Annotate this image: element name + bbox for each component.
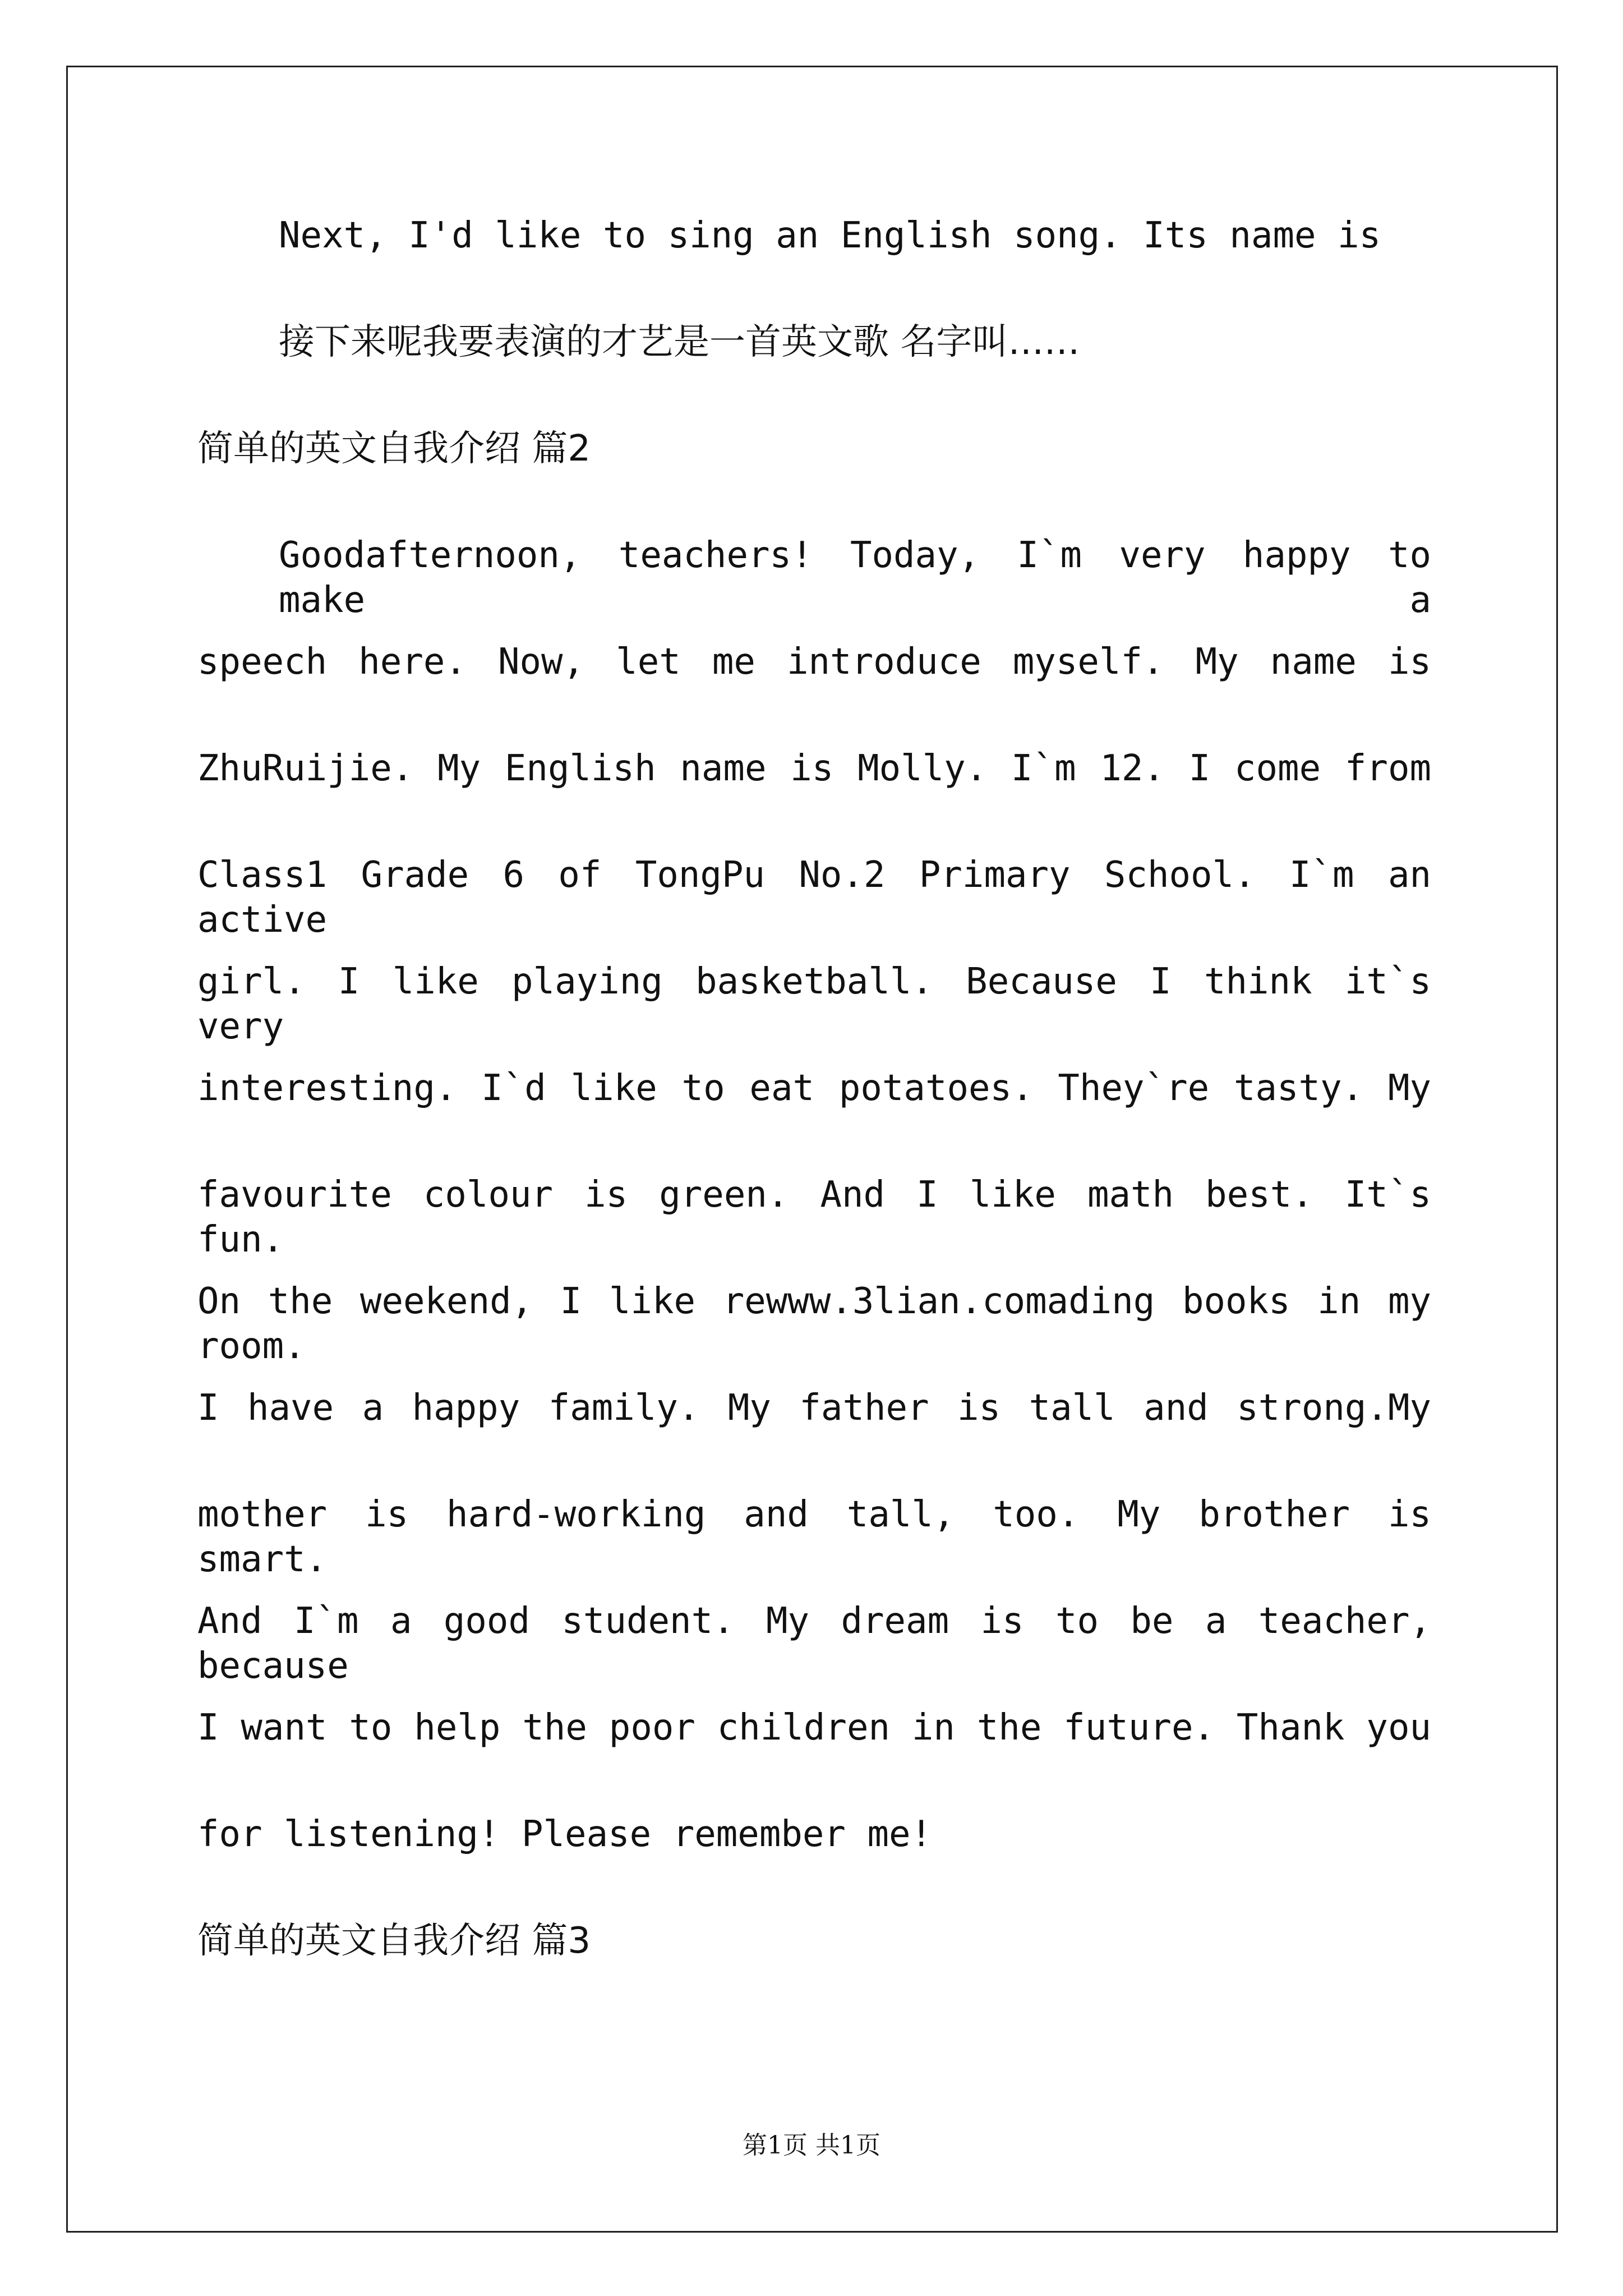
paragraph-line: ZhuRuijie. My English name is Molly. I`m 12. I come from xyxy=(197,748,1431,789)
paragraph-line: for listening! Please remember me! xyxy=(197,1814,933,1855)
section-heading-3: 简单的英文自我介绍 篇3 xyxy=(197,1920,591,1962)
paragraph-line: I have a happy family. My father is tall and strong.My xyxy=(197,1387,1431,1429)
paragraph-line: mother is hard-working and tall, too. My brother is smart. xyxy=(197,1494,1431,1580)
paragraph-line: Goodafternoon, teachers! Today, I`m very happy to make a xyxy=(279,535,1431,621)
paragraph-line: speech here. Now, let me introduce myself. My name is xyxy=(197,641,1431,683)
section-heading-2: 简单的英文自我介绍 篇2 xyxy=(197,428,591,470)
intro-line-english: Next, I'd like to sing an English song. Its name is xyxy=(279,215,1381,256)
paragraph-line: girl. I like playing basketball. Because I think it`s very xyxy=(197,961,1431,1047)
paragraph-line: I want to help the poor children in the future. Thank you xyxy=(197,1707,1431,1749)
paragraph-line: favourite colour is green. And I like math best. It`s fun. xyxy=(197,1174,1431,1260)
paragraph-line: interesting. I`d like to eat potatoes. They`re tasty. My xyxy=(197,1068,1431,1109)
intro-line-chinese: 接下来呢我要表演的才艺是一首英文歌 名字叫…… xyxy=(279,321,1080,363)
paragraph-line: On the weekend, I like rewww.3lian.comading books in my room. xyxy=(197,1281,1431,1367)
paragraph-line: Class1 Grade 6 of TongPu No.2 Primary School. I`m an active xyxy=(197,854,1431,941)
page-border xyxy=(66,66,1558,2233)
paragraph-line: And I`m a good student. My dream is to be a teacher, because xyxy=(197,1600,1431,1687)
page-number-footer: 第1页 共1页 xyxy=(743,2131,880,2160)
